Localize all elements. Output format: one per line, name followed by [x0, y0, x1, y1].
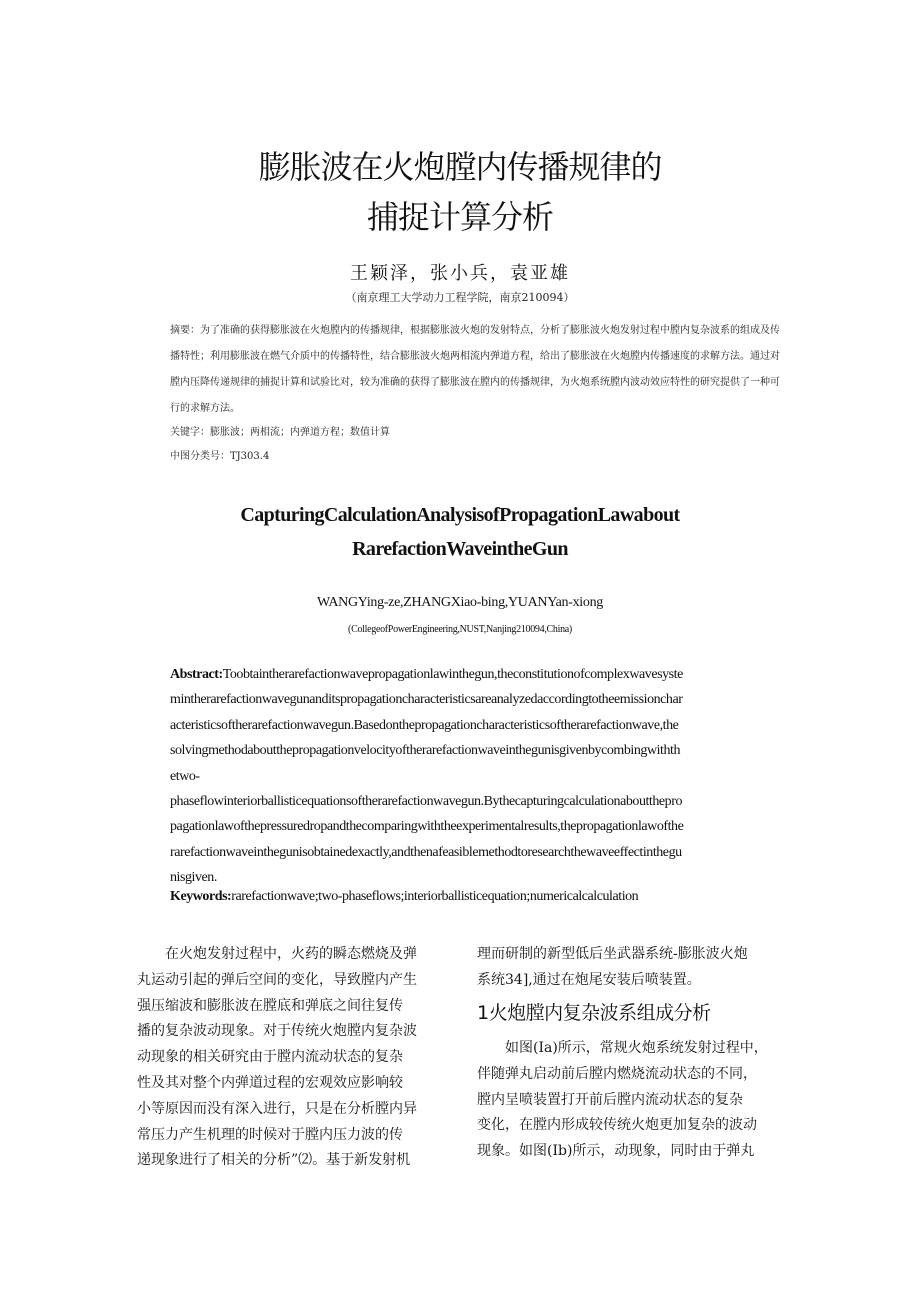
body-line: 播的复杂波动现象。对于传统火炮膛内复杂波 [137, 1023, 417, 1040]
keywords-en [170, 889, 786, 905]
affiliation-cn: （南京理工大学动力工程学院，南京210094） [345, 291, 575, 304]
abstract-en-line: etwo- [170, 768, 200, 784]
abstract-cn: 摘要：为了准确的获得膨胀波在火炮膛内的传播规律，根据膨胀波火炮的发射特点，分析了膨胀波火炮发射过程中膛内复杂波系的组成及传播特性；利用膨胀波在燃气介质中的传播特性，结合膨胀波火炮两相流内弹道方程，给出了膨胀波在火炮膛内传播速度的求解方法。通过对膛内压降传递规律的捕捉计算和试验比对，较为准确的获得了膨胀波在膛内的传播规律，为火炮系统膛内波动效应特性的研究提供了一种可行的求解方法。 [170, 325, 780, 414]
section-heading-1: 1火炮膛内复杂波系组成分析 [477, 1002, 711, 1024]
body-line: 如图(Ia)所示，常规火炮系统发射过程中， [505, 1040, 768, 1056]
title-en-line-2: RarefactionWaveintheGun [352, 538, 568, 560]
abstract-en-line: rarefactionwaveinthegunisobtainedexactly,andthenafeasiblemethodtoresearchthewaveeffectinthegu [170, 844, 682, 860]
body-line: 在火炮发射过程中，火药的瞬态燃烧及弹 [165, 946, 417, 962]
body-line: 伴随弹丸启动前后膛内燃烧流动状态的不同， [477, 1065, 757, 1082]
body-line: 理而研制的新型低后坐武器系统-膨胀波火炮 [477, 946, 748, 962]
body-line: 丸运动引起的弹后空间的变化，导致膛内产生 [137, 971, 417, 988]
abstract-en-line: phaseflowinteriorballisticequationsoftherarefactionwavegun.Bythecapturingcalculationaboutthepro [170, 794, 682, 810]
abstract-en-line: pagationlawofthepressuredropandthecomparingwiththeexperimentalresults,thepropagationlawofthe [170, 819, 684, 835]
body-left-column [137, 942, 457, 1174]
body-line: 系统34],通过在炮尾安装后喷装置。 [477, 971, 701, 988]
classification-cn: 中图分类号：TJ303.4 [170, 451, 270, 462]
body-line: 膛内呈喷装置打开前后膛内流动状态的复杂 [477, 1091, 743, 1108]
abstract-en-line: acteristicsoftherarefactionwavegun.Basedonthepropagationcharacteristicsoftherarefactionwave,the [170, 717, 679, 733]
abstract-en-line: solvingmethodaboutthepropagationvelocityoftherarefactionwaveinthegunisgivenbycombingwithth [170, 743, 681, 759]
body-line: 递现象进行了相关的分析”⑵。基于新发射机 [137, 1152, 411, 1169]
authors-cn: 王颖泽，张小兵，袁亚雄 [350, 263, 570, 284]
body-right-column-cont [477, 1036, 797, 1165]
title-cn-line-2: 捕捉计算分析 [366, 198, 553, 236]
keywords-en-label: Keywords: [170, 889, 232, 904]
body-line: 小等原因而没有深入进行，只是在分析膛内异 [137, 1100, 417, 1117]
abstract-en-label: Abstract: [170, 667, 223, 682]
abstract-en-line: mintherarefactionwavegunanditspropagationcharacteristicsareanalyzedaccordingtotheemissionchar [170, 692, 683, 708]
abstract-en-line: Abstract:Toobtaintherarefactionwavepropagationlawinthegun,theconstitutionofcomplexwavesyste [170, 667, 683, 682]
body-line: 动现象的相关研究由于膛内流动状态的复杂 [137, 1049, 403, 1066]
title-en-line-1: CapturingCalculationAnalysisofPropagationLawabout [240, 504, 680, 526]
body-line: 变化，在膛内形成较传统火炮更加复杂的波动 [477, 1117, 757, 1134]
abstract-en [170, 662, 786, 891]
title-cn-line-1: 膨胀波在火炮膛内传播规律的 [258, 148, 662, 186]
keywords-en-text: rarefactionwave;two-phaseflows;interiorballisticequation;numericalcalculation [231, 889, 639, 904]
body-right-column [477, 942, 797, 994]
abstract-en-line: nisgiven. [170, 870, 217, 886]
affiliation-en: (CollegeofPowerEngineering,NUST,Nanjing210094,China) [348, 624, 572, 635]
body-line: 常压力产生机理的时候对于膛内压力波的传 [137, 1126, 403, 1143]
keywords-cn: 关键字：膨胀波；两相流；内弹道方程；数值计算 [170, 427, 390, 438]
body-line: 性及其对整个内弹道过程的宏观效应影响较 [137, 1074, 403, 1091]
authors-en: WANGYing-ze,ZHANGXiao-bing,YUANYan-xiong [317, 595, 603, 610]
body-line: 强压缩波和膨胀波在膛底和弹底之间往复传 [137, 997, 403, 1014]
body-line: 现象。如图(Ib)所示，动现象，同时由于弹丸 [477, 1143, 755, 1160]
